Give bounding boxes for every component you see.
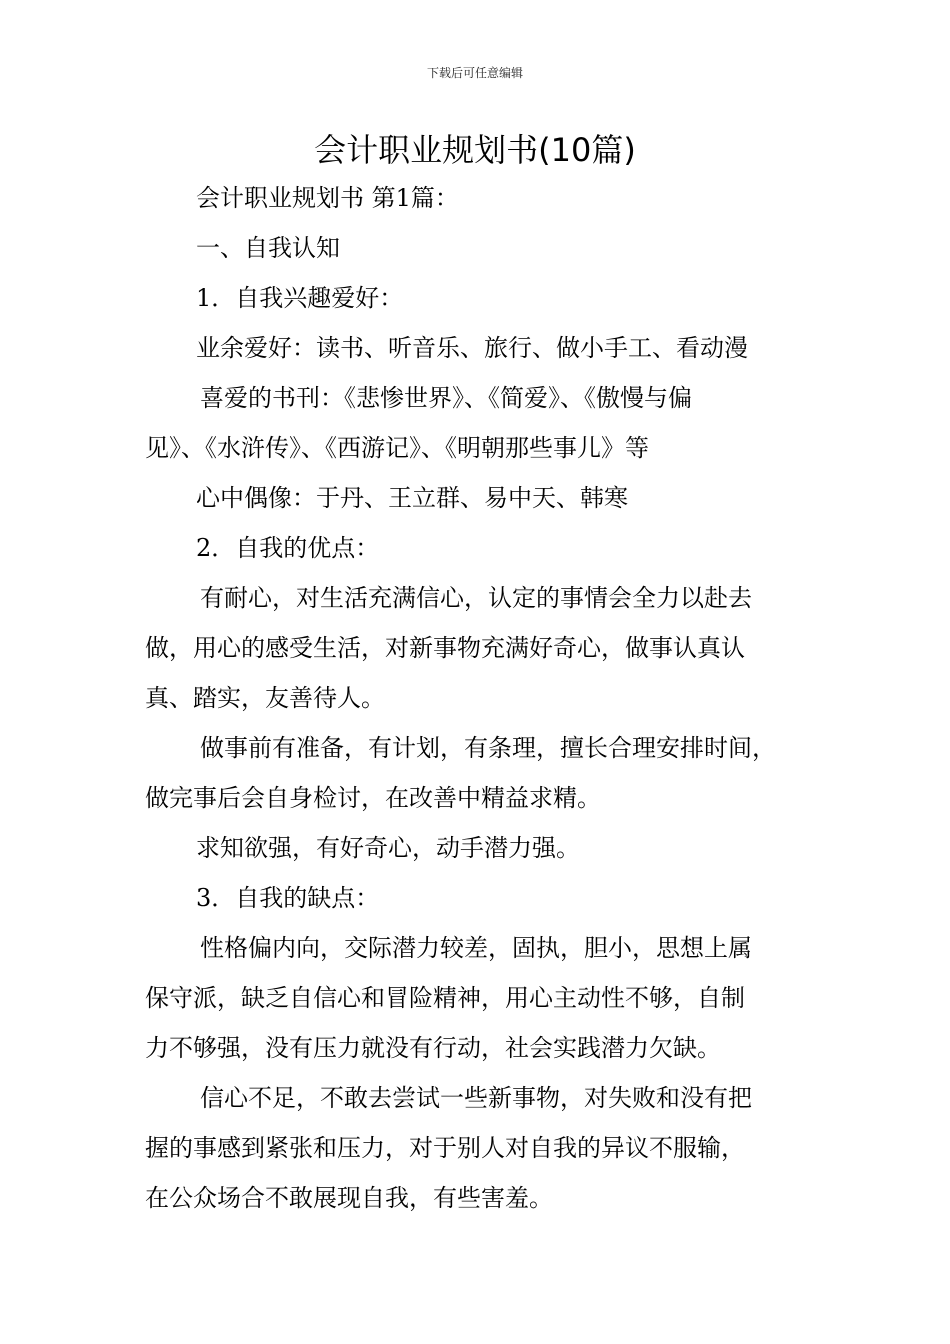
- paragraph-line: 真、踏实，友善待人。: [145, 684, 385, 712]
- paragraph-line: 做事前有准备，有计划，有条理，擅长合理安排时间，: [200, 734, 776, 762]
- paragraph-line: 有耐心，对生活充满信心，认定的事情会全力以赴去: [200, 584, 752, 612]
- paragraph-line: 力不够强，没有压力就没有行动，社会实践潜力欠缺。: [145, 1034, 721, 1062]
- paragraph-line: 做完事后会自身检讨，在改善中精益求精。: [145, 784, 601, 812]
- paragraph-line: 业余爱好：读书、听音乐、旅行、做小手工、看动漫: [196, 334, 748, 362]
- paragraph-line: 信心不足，不敢去尝试一些新事物，对失败和没有把: [200, 1084, 752, 1112]
- paragraph-line: 心中偶像：于丹、王立群、易中天、韩寒: [196, 484, 628, 512]
- paragraph-line: 求知欲强，有好奇心，动手潜力强。: [196, 834, 580, 862]
- item-heading: 1．自我兴趣爱好：: [196, 284, 404, 312]
- paragraph-line: 见》、《水浒传》、《西游记》、《明朝那些事儿》等: [145, 434, 649, 462]
- item-heading: 2．自我的优点：: [196, 534, 380, 562]
- paragraph-line: 做，用心的感受生活，对新事物充满好奇心，做事认真认: [145, 634, 745, 662]
- paragraph-line: 在公众场合不敢展现自我，有些害羞。: [145, 1184, 553, 1212]
- item-heading: 3．自我的缺点：: [196, 884, 380, 912]
- header-note: 下载后可任意编辑: [426, 66, 523, 80]
- section-heading: 会计职业规划书 第1篇：: [196, 184, 459, 212]
- paragraph-line: 性格偏内向，交际潜力较差，固执，胆小，思想上属: [200, 934, 752, 962]
- paragraph-line: 保守派，缺乏自信心和冒险精神，用心主动性不够，自制: [145, 984, 745, 1012]
- document-title: 会计职业规划书(10篇): [314, 131, 636, 169]
- paragraph-line: 握的事感到紧张和压力，对于别人对自我的异议不服输，: [145, 1134, 745, 1162]
- subsection-heading: 一、自我认知: [196, 234, 340, 262]
- paragraph-line: 喜爱的书刊：《悲惨世界》、《简爱》、《傲慢与偏: [200, 384, 692, 412]
